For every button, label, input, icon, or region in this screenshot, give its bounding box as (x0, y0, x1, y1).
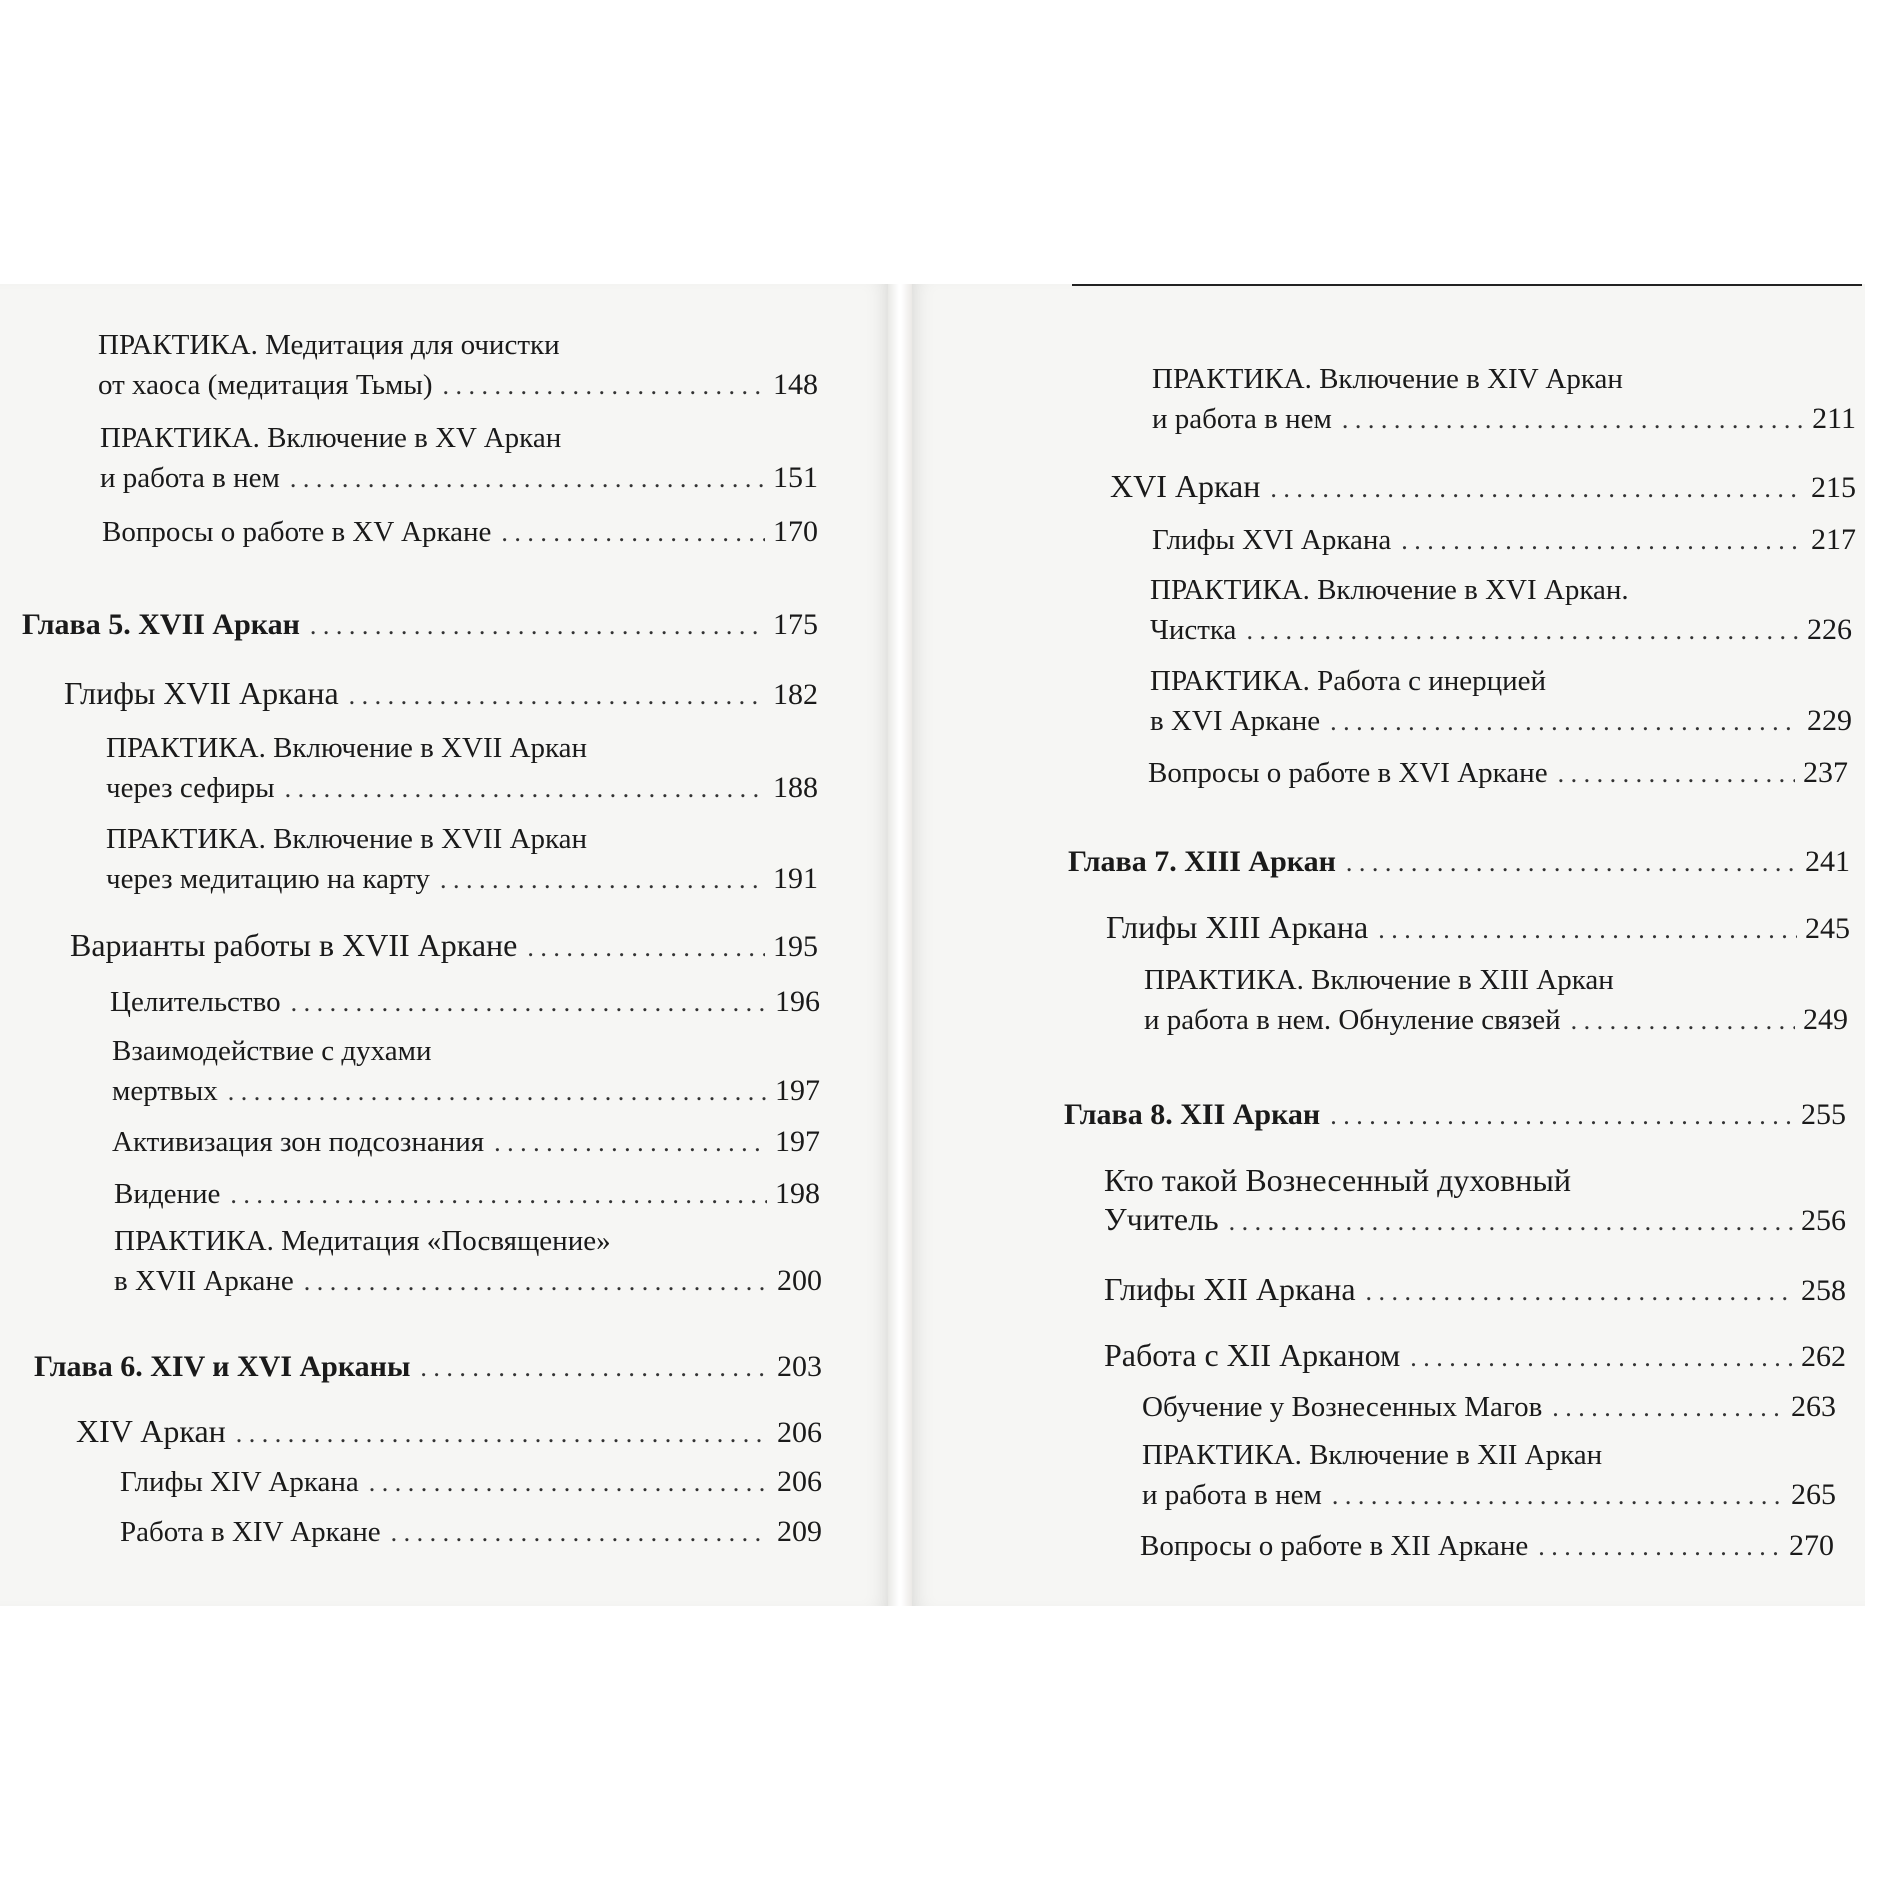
leader-dots (285, 769, 765, 808)
toc-entry-title: через медитацию на карту (106, 863, 430, 895)
toc-page-number: 188 (773, 771, 818, 804)
toc-page-number: 170 (773, 515, 818, 548)
toc-entry-title: Вопросы о работе в XV Аркане (102, 516, 492, 548)
toc-section-title: Варианты работы в XVII Аркане (70, 927, 518, 963)
toc-section-title: Работа с XII Арканом (1104, 1337, 1401, 1373)
toc-entry (1142, 1387, 1836, 1427)
leader-dots (1270, 469, 1803, 508)
leader-dots (236, 1414, 769, 1453)
toc-entry (110, 982, 820, 1022)
toc-entry-title: Целительство (110, 986, 281, 1018)
leader-dots (230, 1175, 767, 1214)
leader-dots (1558, 754, 1795, 793)
toc-page-number: 148 (773, 368, 818, 401)
toc-entry-title-line1: ПРАКТИКА. Включение в XVII Аркан (106, 732, 588, 764)
leader-dots (1366, 1272, 1793, 1311)
toc-page-number: 197 (775, 1074, 820, 1107)
leader-dots (291, 983, 767, 1022)
toc-entry (106, 820, 818, 899)
toc-section-entry (76, 1412, 822, 1453)
toc-entry-title-line1: ПРАКТИКА. Медитация «Посвящение» (114, 1225, 611, 1257)
toc-entry (112, 1122, 820, 1162)
toc-entry-title: Чистка (1150, 614, 1237, 646)
toc-entry (102, 512, 818, 552)
toc-entry-title: в XVI Аркане (1150, 705, 1321, 737)
toc-section-entry (1104, 1336, 1846, 1377)
toc-entry-title: от хаоса (медитация Тьмы) (98, 369, 433, 401)
toc-section-entry (70, 926, 818, 967)
toc-entry-title: мертвых (112, 1075, 218, 1107)
toc-chapter-title: Глава 5. XVII Аркан (22, 608, 300, 641)
toc-entry (1150, 571, 1852, 650)
leader-dots (1330, 702, 1799, 741)
toc-entry-title: Глифы XVI Аркана (1152, 524, 1392, 556)
toc-page-number: 191 (773, 862, 818, 895)
leader-dots (1332, 1476, 1783, 1515)
toc-section-title: Глифы XVII Аркана (64, 675, 339, 711)
toc-section-title: Глифы XII Аркана (1104, 1271, 1356, 1307)
toc-page-number: 198 (775, 1177, 820, 1210)
toc-entry-title: и работа в нем (1152, 403, 1332, 435)
leader-dots (290, 459, 765, 498)
toc-page-number: 182 (773, 678, 818, 711)
toc-entry-title-line1: Взаимодействие с духами (112, 1035, 432, 1067)
toc-entry-title-line1: ПРАКТИКА. Включение в XII Аркан (1142, 1439, 1603, 1471)
toc-page-number: 195 (773, 930, 818, 963)
toc-section-title: XVI Аркан (1110, 468, 1261, 504)
toc-page-number: 196 (775, 985, 820, 1018)
toc-page-number: 206 (777, 1416, 822, 1449)
toc-chapter-title: Глава 8. XII Аркан (1064, 1098, 1321, 1131)
toc-entry (1142, 1436, 1836, 1515)
toc-entry-title: Активизация зон подсознания (112, 1126, 485, 1158)
toc-entry-title: Вопросы о работе в XII Аркане (1140, 1530, 1529, 1562)
leader-dots (369, 1463, 769, 1502)
toc-entry-title-line1: ПРАКТИКА. Включение в XIV Аркан (1152, 363, 1623, 395)
toc-entry (106, 729, 818, 808)
toc-entry (114, 1222, 822, 1301)
toc-page-number: 209 (777, 1515, 822, 1548)
toc-entry (1152, 520, 1856, 560)
toc-entry-title-line1: ПРАКТИКА. Включение в XVI Аркан. (1150, 574, 1629, 606)
leader-dots (1552, 1388, 1783, 1427)
toc-chapter-title: Глава 7. XIII Аркан (1068, 845, 1336, 878)
toc-entry (1152, 360, 1856, 439)
toc-chapter-entry (1068, 842, 1850, 882)
toc-entry-title: и работа в нем. Обнуление связей (1144, 1004, 1561, 1036)
toc-page-number: 151 (773, 461, 818, 494)
toc-chapter-entry (22, 605, 818, 645)
toc-section-entry (1106, 908, 1850, 949)
book-gutter (888, 284, 912, 1606)
toc-entry (114, 1174, 820, 1214)
toc-chapter-title: Глава 6. XIV и XVI Арканы (34, 1350, 411, 1383)
toc-entry (100, 419, 818, 498)
leader-dots (527, 928, 765, 967)
toc-chapter-entry (34, 1347, 822, 1387)
toc-entry-title: и работа в нем (1142, 1479, 1322, 1511)
toc-entry-title-line1: ПРАКТИКА. Включение в XVII Аркан (106, 823, 588, 855)
toc-entry-title: Обучение у Вознесенных Магов (1142, 1391, 1543, 1423)
toc-section-entry (1104, 1270, 1846, 1311)
toc-section-entry (1110, 467, 1856, 508)
toc-page-number: 226 (1807, 613, 1852, 646)
toc-page-number: 229 (1807, 704, 1852, 737)
toc-section-title: XIV Аркан (76, 1413, 226, 1449)
toc-page-number: 258 (1801, 1274, 1846, 1307)
toc-page-number: 249 (1803, 1003, 1848, 1036)
toc-section-title: Глифы XIII Аркана (1106, 909, 1369, 945)
toc-page-number: 263 (1791, 1390, 1836, 1423)
toc-page-number: 206 (777, 1465, 822, 1498)
toc-page-number: 265 (1791, 1478, 1836, 1511)
leader-dots (494, 1123, 767, 1162)
toc-page-number: 270 (1789, 1529, 1834, 1562)
toc-entry-title-line1: ПРАКТИКА. Включение в XIII Аркан (1144, 964, 1614, 996)
toc-entry (112, 1032, 820, 1111)
toc-entry-title: в XVII Аркане (114, 1265, 294, 1297)
toc-page-number: 256 (1801, 1204, 1846, 1237)
leader-dots (1346, 843, 1797, 882)
toc-page-number: 262 (1801, 1340, 1846, 1373)
toc-entry-title-line1: ПРАКТИКА. Медитация для очистки (98, 329, 560, 361)
leader-dots (1378, 910, 1797, 949)
toc-entry-title: Глифы XIV Аркана (120, 1466, 359, 1498)
toc-section-title: Учитель (1104, 1201, 1219, 1237)
leader-dots (1342, 400, 1804, 439)
toc-entry (1144, 961, 1848, 1040)
leader-dots (1246, 611, 1799, 650)
leader-dots (1330, 1096, 1793, 1135)
toc-page-number: 215 (1811, 471, 1856, 504)
toc-entry-title: через сефиры (106, 772, 275, 804)
toc-entry-title-line1: ПРАКТИКА. Включение в XV Аркан (100, 422, 562, 454)
toc-page-number: 211 (1812, 402, 1856, 435)
toc-entry (98, 326, 818, 405)
toc-entry (1148, 753, 1848, 793)
leader-dots (349, 676, 765, 715)
leader-dots (1229, 1202, 1793, 1241)
leader-dots (1410, 1338, 1793, 1377)
leader-dots (440, 860, 765, 899)
leader-dots (501, 513, 765, 552)
toc-entry-title: Вопросы о работе в XVI Аркане (1148, 757, 1548, 789)
toc-page-number: 217 (1811, 523, 1856, 556)
toc-section-entry (1104, 1161, 1846, 1241)
toc-entry-title: Видение (114, 1178, 221, 1210)
leader-dots (443, 366, 765, 405)
toc-page-number: 255 (1801, 1098, 1846, 1131)
leader-dots (1571, 1001, 1795, 1040)
toc-entry-title: и работа в нем (100, 462, 280, 494)
leader-dots (228, 1072, 767, 1111)
toc-page-number: 200 (777, 1264, 822, 1297)
toc-page-number: 237 (1803, 756, 1848, 789)
toc-page-number: 203 (777, 1350, 822, 1383)
leader-dots (304, 1262, 769, 1301)
toc-page-number: 241 (1805, 845, 1850, 878)
leader-dots (1538, 1527, 1781, 1566)
toc-chapter-entry (1064, 1095, 1846, 1135)
toc-section-title-line1: Кто такой Вознесенный духовный (1104, 1162, 1572, 1198)
toc-page-number: 197 (775, 1125, 820, 1158)
toc-entry (1150, 662, 1852, 741)
header-rule (1072, 284, 1862, 286)
toc-page-number: 175 (773, 608, 818, 641)
toc-section-entry (64, 674, 818, 715)
leader-dots (310, 606, 765, 645)
toc-entry (120, 1512, 822, 1552)
leader-dots (1401, 521, 1803, 560)
leader-dots (391, 1513, 769, 1552)
toc-entry (1140, 1526, 1834, 1566)
leader-dots (420, 1348, 769, 1387)
toc-entry-title: Работа в XIV Аркане (120, 1516, 381, 1548)
toc-entry (120, 1462, 822, 1502)
toc-entry-title-line1: ПРАКТИКА. Работа с инерцией (1150, 665, 1547, 697)
toc-page-number: 245 (1805, 912, 1850, 945)
